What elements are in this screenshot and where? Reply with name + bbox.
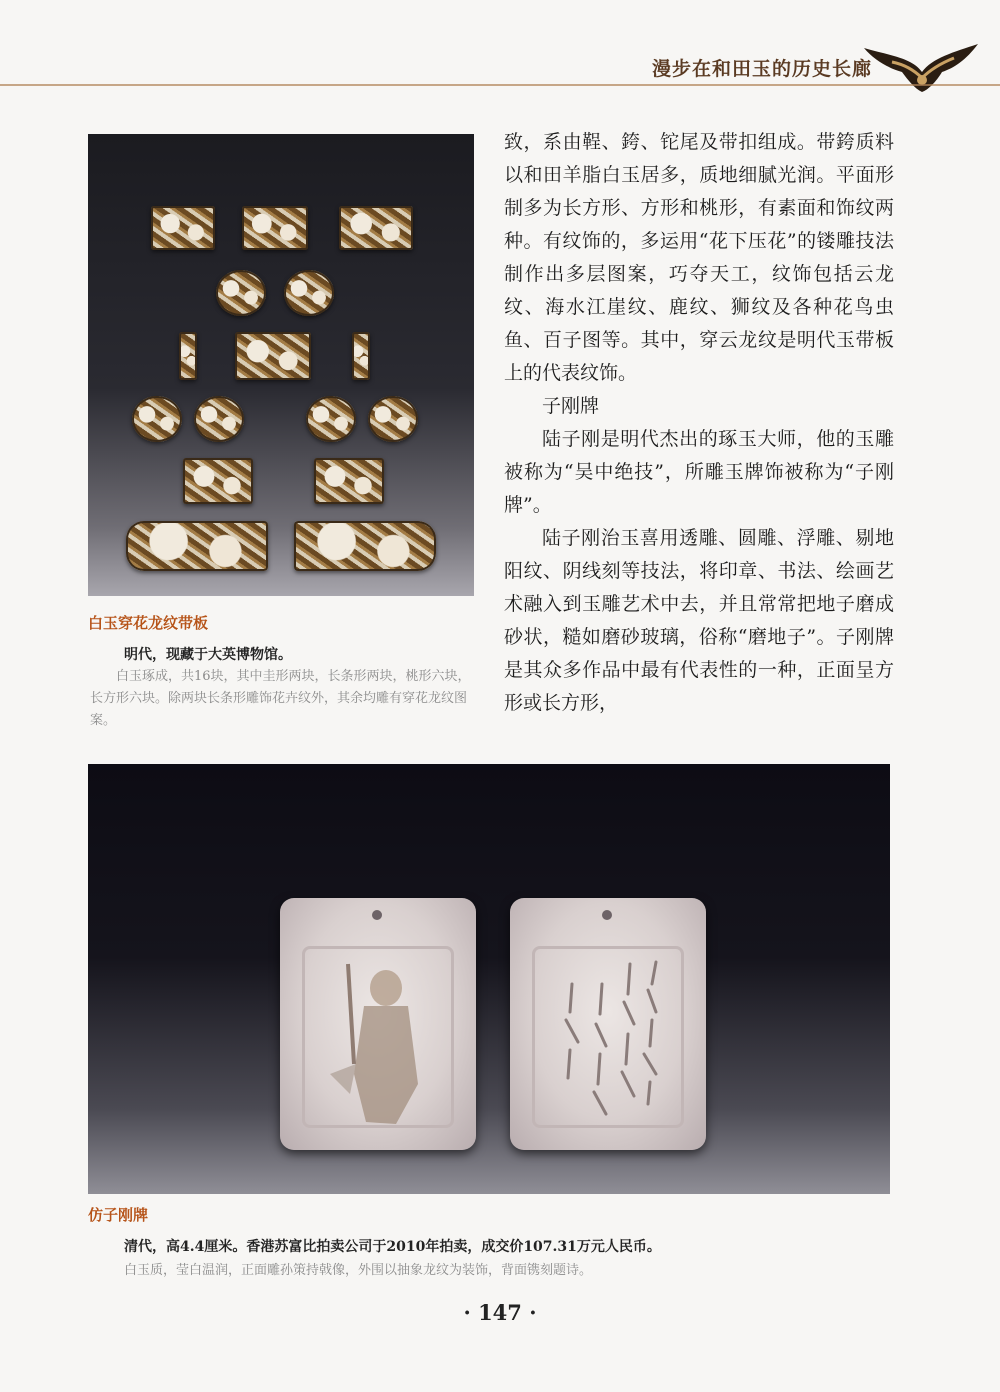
- running-head: 漫步在和田玉的历史长廊: [651, 58, 872, 80]
- belt-plaques-photo: [88, 134, 474, 596]
- figure2-caption-body: 白玉质，莹白温润，正面雕孙策持戟像，外围以抽象龙纹为装饰，背面镌刻题诗。: [124, 1263, 593, 1278]
- figure1-caption-body: 白玉琢成，共16块，其中圭形两块，长条形两块，桃形六块，长方形六块。除两块长条形雕饰花卉纹外，其余均雕有穿花龙纹图案。: [90, 669, 471, 728]
- paragraph: 致，系由鞓、銙、铊尾及带扣组成。带銙质料以和田羊脂白玉居多，质地细腻光润。平面形制多为长方形、方形和桃形，有素面和饰纹两种。有纹饰的，多运用“花下压花”的镂雕技法制作出多层图案，巧夺天工，纹饰包括云龙纹、海水江崖纹、鹿纹、狮纹及各种花鸟虫鱼、百子图等。其中，穿云龙纹是明代玉带板上的代表纹饰。: [504, 131, 894, 384]
- warrior-figure-icon: [310, 954, 446, 1130]
- plaque-back: [510, 898, 706, 1150]
- figure1-caption-date: 明代，现藏于大英博物馆。: [124, 647, 292, 663]
- body-text: [504, 126, 894, 720]
- header-rule: [0, 84, 1000, 86]
- figure1-caption-title: 白玉穿花龙纹带板: [88, 614, 209, 632]
- page-number: · 147 ·: [463, 1300, 537, 1325]
- paragraph: 陆子刚是明代杰出的琢玉大师，他的玉雕被称为“吴中绝技”，所雕玉牌饰被称为“子刚牌”。: [504, 428, 894, 516]
- figure2-caption-title: 仿子刚牌: [88, 1206, 149, 1224]
- zigang-plaque-photo: [88, 764, 890, 1194]
- inscription-poem-icon: [540, 954, 676, 1130]
- figure2-caption-date: 清代，高4.4厘米。香港苏富比拍卖公司于2010年拍卖，成交价107.31万元人民币。: [124, 1239, 661, 1255]
- paragraph: 陆子刚治玉喜用透雕、圆雕、浮雕、剔地阳纹、阴线刻等技法，将印章、书法、绘画艺术融入到玉雕艺术中去，并且常常把地子磨成砂状，糙如磨砂玻璃，俗称“磨地子”。子刚牌是其众多作品中最有代表性的一种，正面呈方形或长方形，: [504, 527, 894, 714]
- plaque-front: [280, 898, 476, 1150]
- section-subheading: 子刚牌: [542, 395, 600, 417]
